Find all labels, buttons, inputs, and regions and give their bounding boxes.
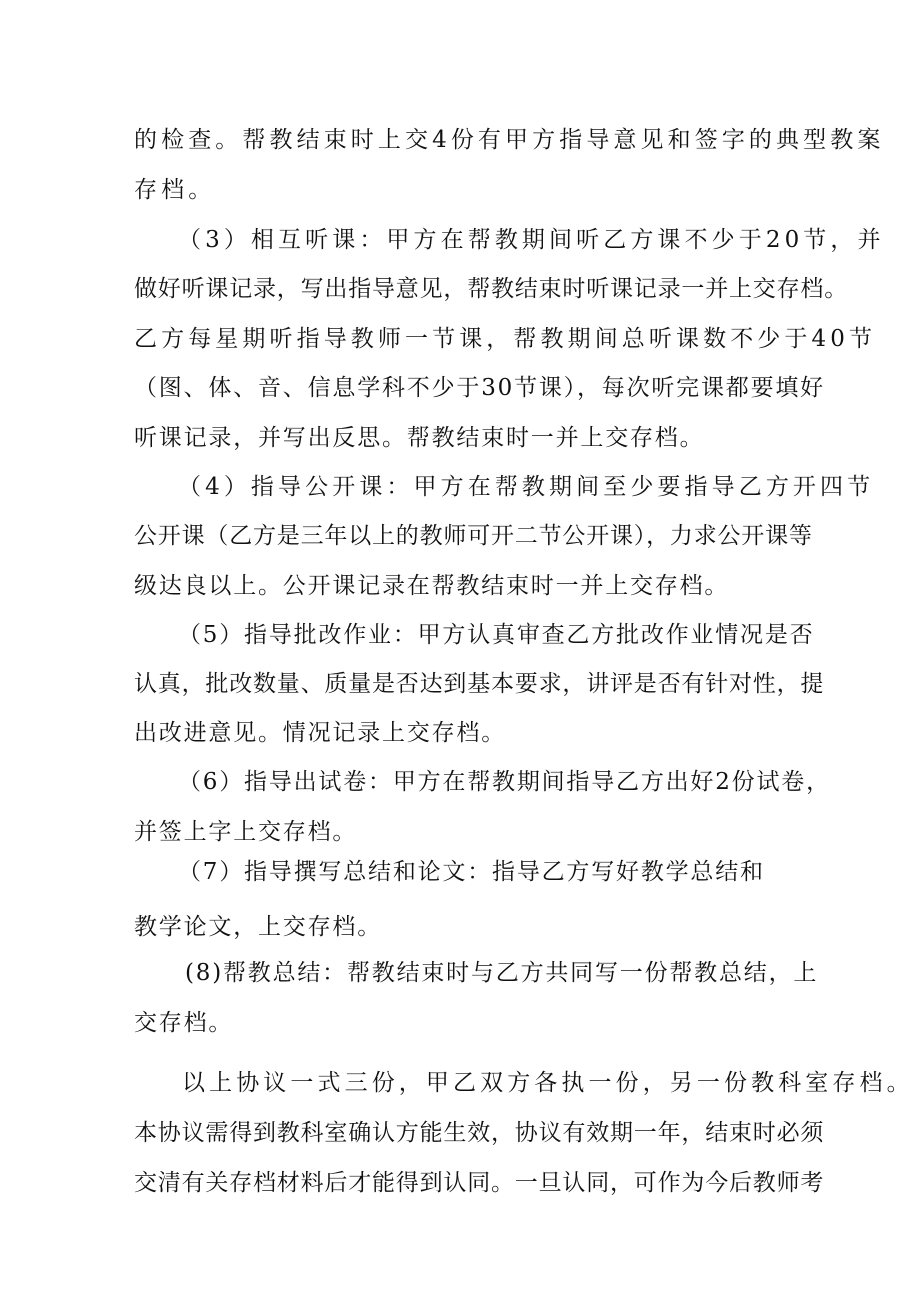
text-line: 交清有关存档材料后才能得到认同。一旦认同，可作为今后教师考: [134, 1170, 825, 1196]
text-line: 本协议需得到教科室确认方能生效，协议有效期一年，结束时必须: [134, 1120, 825, 1146]
text-line: 听课记录，并写出反思。帮教结束时一并上交存档。: [134, 425, 705, 451]
text-line: 交存档。: [134, 1010, 234, 1036]
text-line: （5）指导批改作业：甲方认真审查乙方批改作业情况是否: [178, 622, 815, 648]
text-line: 以上协议一式三份，甲乙双方各执一份，另一份教科室存档。: [182, 1070, 914, 1096]
text-line: 出改进意见。情况记录上交存档。: [134, 720, 506, 746]
text-line: 的检查。帮教结束时上交4份有甲方指导意见和签字的典型教案: [134, 127, 885, 153]
text-line: 公开课（乙方是三年以上的教师可开二节公开课），力求公开课等: [134, 523, 813, 549]
text-line: 乙方每星期听指导教师一节课，帮教期间总听课数不少于40节: [134, 326, 877, 352]
text-line: （6）指导出试卷：甲方在帮教期间指导乙方出好2份试卷，: [178, 769, 831, 795]
text-line: 级达良以上。公开课记录在帮教结束时一并上交存档。: [134, 573, 730, 599]
text-line: 教学论文，上交存档。: [134, 914, 382, 940]
text-line: （3）相互听课：甲方在帮教期间听乙方课不少于20节，并: [178, 227, 885, 253]
text-line: (8)帮教总结：帮教结束时与乙方共同写一份帮教总结，上: [185, 960, 819, 986]
text-line: （4）指导公开课：甲方在帮教期间至少要指导乙方开四节: [178, 474, 875, 500]
text-line: 存档。: [134, 177, 216, 203]
text-line: （图、体、音、信息学科不少于30节课），每次听完课都要填好: [134, 375, 825, 401]
text-line: （7）指导撰写总结和论文：指导乙方写好教学总结和: [178, 859, 765, 885]
text-line: 做好听课记录，写出指导意见，帮教结束时听课记录一并上交存档。: [134, 276, 848, 302]
text-line: 认真，批改数量、质量是否达到基本要求，讲评是否有针对性，提: [134, 671, 825, 697]
text-line: 并签上字上交存档。: [134, 819, 358, 845]
